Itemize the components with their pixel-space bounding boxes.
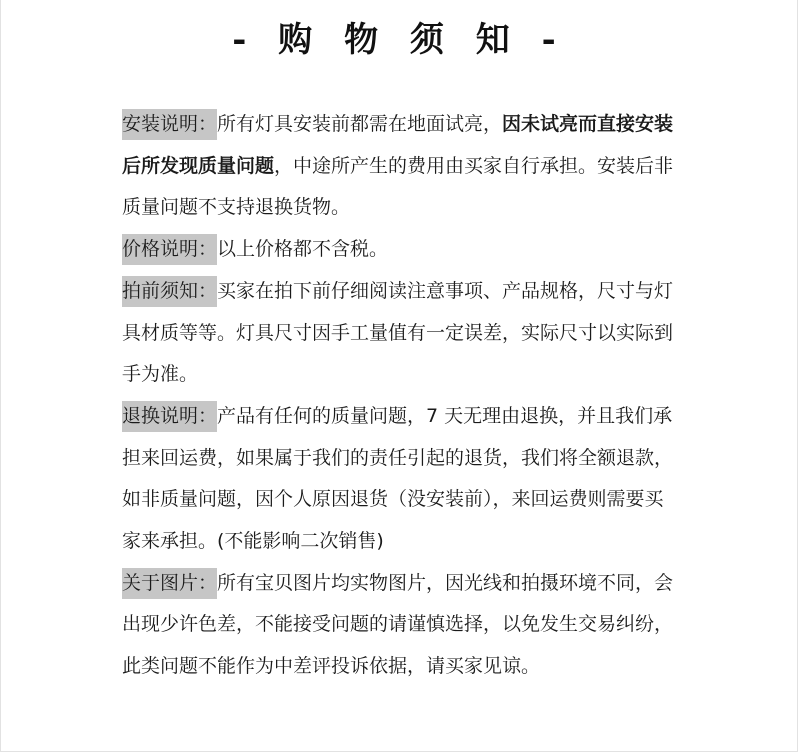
section-label: 关于图片： (122, 568, 217, 599)
section-label: 退换说明： (122, 401, 217, 432)
notice-content (122, 104, 682, 688)
section-text: 以上价格都不含税。 (217, 238, 389, 261)
section-before-purchase (122, 271, 682, 396)
section-label: 安装说明： (122, 109, 217, 140)
section-text-emphasis: 因未试亮而直接安装后所发现质量问题 (122, 113, 674, 177)
section-text: ，中途所产生的费用由买家自行承担。安装后非质量问题不支持退换货物。 (122, 154, 674, 219)
section-returns (122, 396, 682, 563)
section-images (122, 563, 682, 688)
section-text: 所有灯具安装前都需在地面试亮， (217, 113, 503, 135)
section-text: 所有宝贝图片均实物图片，因光线和拍摄环境不同，会出现少许色差，不能接受问题的请谨慎选择，以免发生交易纠纷，此类问题不能作为中差评投诉依据，请买家见谅。 (122, 571, 674, 678)
section-installation (122, 104, 682, 229)
section-label: 价格说明： (122, 234, 217, 265)
page-title: - 购 物 须 知 - (232, 20, 566, 60)
section-price (122, 229, 682, 271)
section-text: 产品有任何的质量问题，7 天无理由退换，并且我们承担来回运费，如果属于我们的责任引起的退货，我们将全额退款，如非质量问题，因个人原因退货（没安装前），来回运费则需要买家来承担。(不能影响二次销售) (122, 404, 674, 553)
section-text: 买家在拍下前仔细阅读注意事项、产品规格，尺寸与灯具材质等等。灯具尺寸因手工量值有一定误差，实际尺寸以实际到手为准。 (122, 279, 674, 386)
section-label: 拍前须知： (122, 276, 217, 307)
